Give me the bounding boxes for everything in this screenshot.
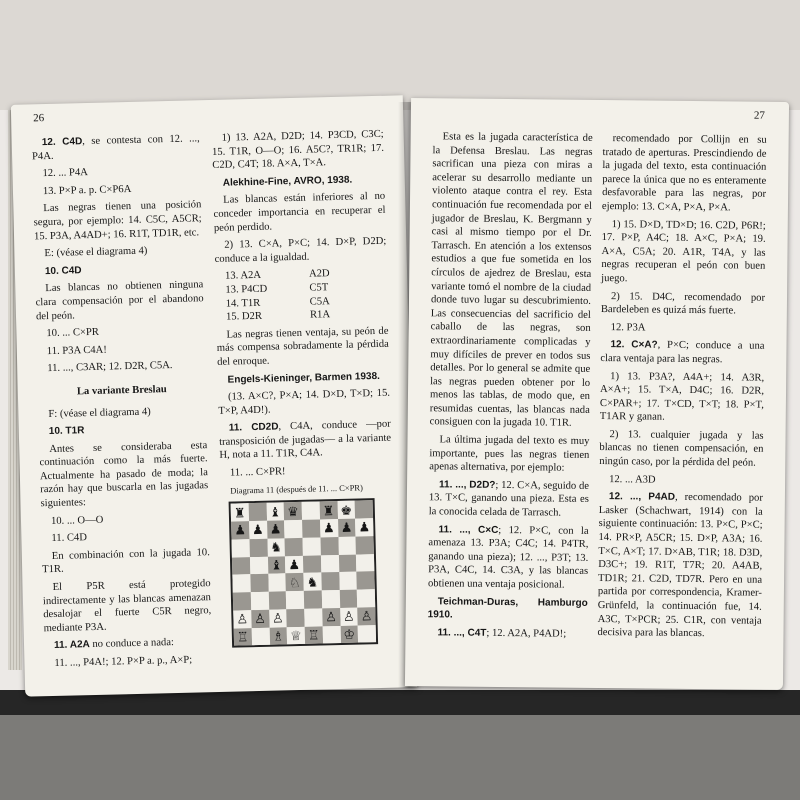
text-paragraph: 11. ..., P4A!; 12. P×P a. p., A×P;	[54, 654, 193, 669]
board-square	[286, 591, 304, 609]
text-paragraph	[217, 369, 389, 387]
diagram-caption: Diagrama 11 (después de 11. ... C×PR)	[230, 482, 363, 496]
text-paragraph: 2) 15. D4C, recomendado por Bardeleben es quizá más fuerte.	[600, 290, 766, 317]
move-cell: 14. T1R	[225, 297, 261, 310]
left-page	[11, 95, 417, 696]
text-paragraph: 11. ..., C×C; 12. P×C, con la amenaza 13. P3A; C4C; 14. P4TR, ganando una pieza); 12. ..., P3T; 13. P3A, C4C, 14. C3A, y las blancas obtienen una ventaja posicional.	[427, 523, 589, 591]
board-square: ♙	[251, 609, 269, 627]
section-heading: La variante Breslau	[76, 384, 167, 398]
bold-move: 10. T1R	[48, 425, 85, 438]
board-square	[304, 608, 322, 626]
bold-move: 12. ..., P4AD	[608, 491, 676, 504]
text-paragraph: Esta es la jugada característica de la Defensa Breslau. Las negras sacrifican una pieza con miras a acelerar su desarrollo mediante un violento ataque contra el rey. Esta continuación fue recomendada por el jugador de Breslau, K. Bergmann y casi al mismo tiempo por el Dr. Tarrasch. En atención a los extensos estudios a que fue sometida en los círculos de ajedrez de Breslau, esta variante tomó el nombre de la ciudad donde tuvo lugar su descubrimiento. Las consecuencias del sacrificio del caballo de las negras, son extraordinariamente complicadas y muy difíciles de prever en todos sus detalles. Por lo general se admite que las negras pueden obtener por lo menos las tablas, de modo que, en resumidas cuentas, las blancas nada consiguen con la jugada 10. T1R.	[429, 131, 593, 430]
left-page-column-1	[32, 132, 213, 675]
move-cell: C5A	[309, 295, 330, 308]
right-page-column-1	[427, 130, 592, 645]
board-square: ♟	[338, 519, 356, 537]
text-paragraph: 11. P3A C4A!	[46, 344, 107, 357]
board-square	[320, 537, 338, 555]
board-square	[356, 536, 374, 554]
text-paragraph: recomendado por Collijn en su tratado de aperturas. Prescindiendo de la jugada del texto, esta continuación parece la única que no es enteramente desfavorable para las negras, por ejemplo: 13. C×A, P×A, P×A.	[601, 133, 767, 214]
text-paragraph: 2) 13. C×A, P×C; 14. D×P, D2D; conduce a la igualdad.	[214, 235, 387, 265]
board-square	[355, 500, 373, 518]
text-paragraph: En combinación con la jugada 10. T1R.	[42, 546, 210, 576]
chess-board-diagram	[229, 498, 379, 648]
bold-move: 12. C4D	[41, 136, 83, 149]
text-paragraph: Antes se consideraba esta continuación como la más fuerte. Actualmente ha pasado de moda; la razón hay que buscarla en las jugadas siguientes:	[39, 439, 209, 510]
board-square	[285, 538, 303, 556]
text-paragraph: 12. ... A3D	[609, 473, 656, 486]
board-square	[339, 572, 357, 590]
bold-move: 11. ..., C×C	[438, 523, 499, 536]
bold-move: Alekhine-Fine, AVRO, 1938.	[222, 174, 353, 189]
board-square	[251, 592, 269, 610]
board-square	[251, 627, 269, 645]
board-square: ♙	[233, 610, 251, 628]
text-paragraph: 11. C4D	[51, 532, 88, 545]
board-square: ♛	[284, 502, 302, 520]
text-paragraph: 10. ... O—O	[50, 514, 104, 527]
board-square	[358, 625, 376, 643]
move-cell: A2D	[308, 268, 330, 280]
board-square: ♙	[357, 607, 375, 625]
move-cell: 13. A2A	[224, 270, 262, 283]
board-square	[268, 591, 286, 609]
board-square: ♜	[319, 501, 337, 519]
board-square	[302, 537, 320, 555]
left-page-column-2	[212, 128, 397, 648]
background-wall	[0, 0, 800, 110]
board-square: ♟	[285, 555, 303, 573]
board-square	[250, 574, 268, 592]
text-paragraph: E: (véase el diagrama 4)	[44, 245, 148, 260]
board-square	[250, 556, 268, 574]
right-page	[405, 98, 789, 690]
text-paragraph: 11. ... C×PR!	[229, 466, 286, 479]
board-square: ♚	[337, 501, 355, 519]
board-square	[248, 503, 266, 521]
board-square: ♙	[322, 608, 340, 626]
text-paragraph: Las negras tienen ventaja, su peón de más compensa sobradamente la pérdida del enroque.	[216, 325, 389, 368]
board-square	[322, 625, 340, 643]
board-square: ♖	[305, 626, 323, 644]
board-square	[284, 520, 302, 538]
text-paragraph	[213, 173, 385, 191]
text-paragraph: (13. A×C?, P×A; 14. D×D, T×D; 15. T×P, A4D!).	[218, 387, 391, 417]
board-square: ♞	[267, 538, 285, 556]
text-paragraph: Las blancas no obtienen ninguna clara compensación por el abandono del peón.	[35, 279, 204, 322]
text-paragraph: La última jugada del texto es muy importante, pues las negras tienen apenas alternativa, por ejemplo:	[429, 434, 590, 474]
move-cell: 13. P4CD	[225, 283, 268, 296]
board-square	[322, 590, 340, 608]
right-page-column-2	[597, 132, 766, 645]
bold-move: 11. ..., D2D?	[438, 479, 496, 491]
bold-move: Engels-Kieninger, Barmen 1938.	[227, 370, 380, 386]
text-paragraph: 2) 13. cualquier jugada y las blancas no tienen compensación, en ningún caso, por la pérdida del peón.	[599, 429, 764, 469]
text-paragraph: 11. ..., C4T; 12. A2A, P4AD!;	[437, 627, 567, 640]
bold-move: 10. C4D	[44, 264, 82, 277]
bold-move: 11. A2A	[53, 639, 90, 652]
board-square	[357, 589, 375, 607]
page-number: 26	[33, 112, 45, 125]
board-square: ♟	[355, 518, 373, 536]
board-square: ♟	[231, 521, 249, 539]
text-paragraph: 1) 13. A2A, D2D; 14. P3CD, C3C; 15. T1R, O—O; 16. A5C?, TR1R; 17. C2D, C4T; 18. A×A, T×A.	[211, 128, 385, 172]
board-square: ♔	[340, 625, 358, 643]
board-square	[286, 609, 304, 627]
text-paragraph: 1) 13. P3A?, A4A+; 14. A3R, A×A+; 15. T×A, D4C; 16. D2R, C×PAR+; 17. T×CD, T×T; 18. P×T, T1AR y ganan.	[599, 370, 765, 423]
board-square	[357, 571, 375, 589]
board-square	[339, 590, 357, 608]
board-square	[303, 555, 321, 573]
text-paragraph: 11. CD2D, C4A, conduce —por transposición de jugadas— a la variante H, nota a 11. T1R, C4A.	[218, 418, 392, 462]
board-square	[304, 590, 322, 608]
board-square: ♟	[267, 520, 285, 538]
board-square	[232, 557, 250, 575]
board-square: ♕	[287, 626, 305, 644]
text-paragraph: 12. P3A	[610, 321, 646, 334]
bold-move: 11. CD2D	[228, 421, 279, 434]
bold-move: 12. C×A?	[610, 339, 658, 351]
text-paragraph: 12. C4D, se contesta con 12. ..., P4A.	[31, 133, 200, 162]
text-paragraph: 12. ..., P4AD, recomendado por Lasker (Schachwart, 1914) con la siguiente continuación: 13. P×C, P×C; 14. PR×P, A5CR; 15. D×P, A3A; 16. T×C, A×T; 17. D×AB, T1R; 18. D3D, D3C+; 19. R1T, T7R; 20. A4AB, TD1R; 21. C2D, TD7R. Pero en una partida por correspondencia, Kramer-Grünfeld, la continuación fue, 14. A3C, T×PCR; 25. C1R, con ventaja decisiva para las blancas.	[597, 491, 763, 640]
move-table	[225, 266, 388, 324]
board-square	[268, 574, 286, 592]
board-square	[338, 554, 356, 572]
board-square	[321, 572, 339, 590]
board-square: ♟	[249, 521, 267, 539]
board-square	[302, 519, 320, 537]
board-square: ♝	[266, 503, 284, 521]
text-paragraph: 13. P×P a. p. C×P6A	[42, 183, 132, 197]
board-square	[249, 538, 267, 556]
text-paragraph: 10. ... C×PR	[46, 326, 100, 340]
text-paragraph	[35, 261, 203, 279]
board-square	[302, 502, 320, 520]
text-paragraph: 11. ..., D2D?; 12. C×A, seguido de 13. T×C, ganando una pieza. Esta es la conocida celada de Tarrasch.	[428, 479, 590, 519]
board-square	[233, 592, 251, 610]
bold-move: Teichman-Duras, Hamburgo 1910.	[427, 595, 588, 621]
board-square: ♜	[231, 503, 249, 521]
text-paragraph	[428, 595, 588, 624]
board-square: ♗	[269, 627, 287, 645]
board-square: ♙	[340, 607, 358, 625]
board-square	[356, 554, 374, 572]
text-paragraph: 11. ..., C3AR; 12. D2R, C5A.	[47, 360, 173, 375]
board-square: ♙	[269, 609, 287, 627]
board-square: ♘	[286, 573, 304, 591]
board-square	[232, 539, 250, 557]
text-paragraph: 12. C×A?, P×C; conduce a una clara ventaja para las negras.	[600, 339, 765, 366]
move-cell: R1A	[309, 309, 331, 321]
move-cell: 15. D2R	[225, 310, 263, 323]
board-square: ♞	[303, 573, 321, 591]
bold-move: 11. ..., C4T	[437, 627, 487, 639]
text-paragraph: 1) 15. D×D, TD×D; 16. C2D, P6R!; 17. P×P, A4C; 18. A×C, P×A; 19. A×A, C5A; 20. A1R, T4A, y las negras recuperan el peón con buen juego.	[601, 218, 766, 285]
move-cell: C5T	[309, 282, 329, 294]
text-paragraph: Las blancas están inferiores al no conceder importancia en recuperar el peón perdido.	[213, 191, 386, 234]
board-square	[232, 574, 250, 592]
text-paragraph: 12. ... P4A	[42, 167, 88, 180]
text-paragraph: Las negras tienen una posición segura, por ejemplo: 14. C5C, A5CR; 15. P3A, A4AD+; 16. R1T, TD1R, etc.	[33, 199, 202, 242]
board-square: ♖	[234, 628, 252, 646]
board-square	[338, 536, 356, 554]
board-square: ♟	[320, 519, 338, 537]
page-number: 27	[753, 109, 765, 122]
board-square	[321, 555, 339, 573]
text-paragraph: F: (véase el diagrama 4)	[48, 406, 151, 420]
board-square: ♝	[267, 556, 285, 574]
text-paragraph: 11. A2A no conduce a nada:	[53, 637, 175, 652]
text-paragraph: El P5R está protegido indirectamente y las blancas amenazan desalojar el fuerte C5R negro, mediante P3A.	[42, 578, 212, 635]
text-paragraph	[39, 421, 207, 439]
